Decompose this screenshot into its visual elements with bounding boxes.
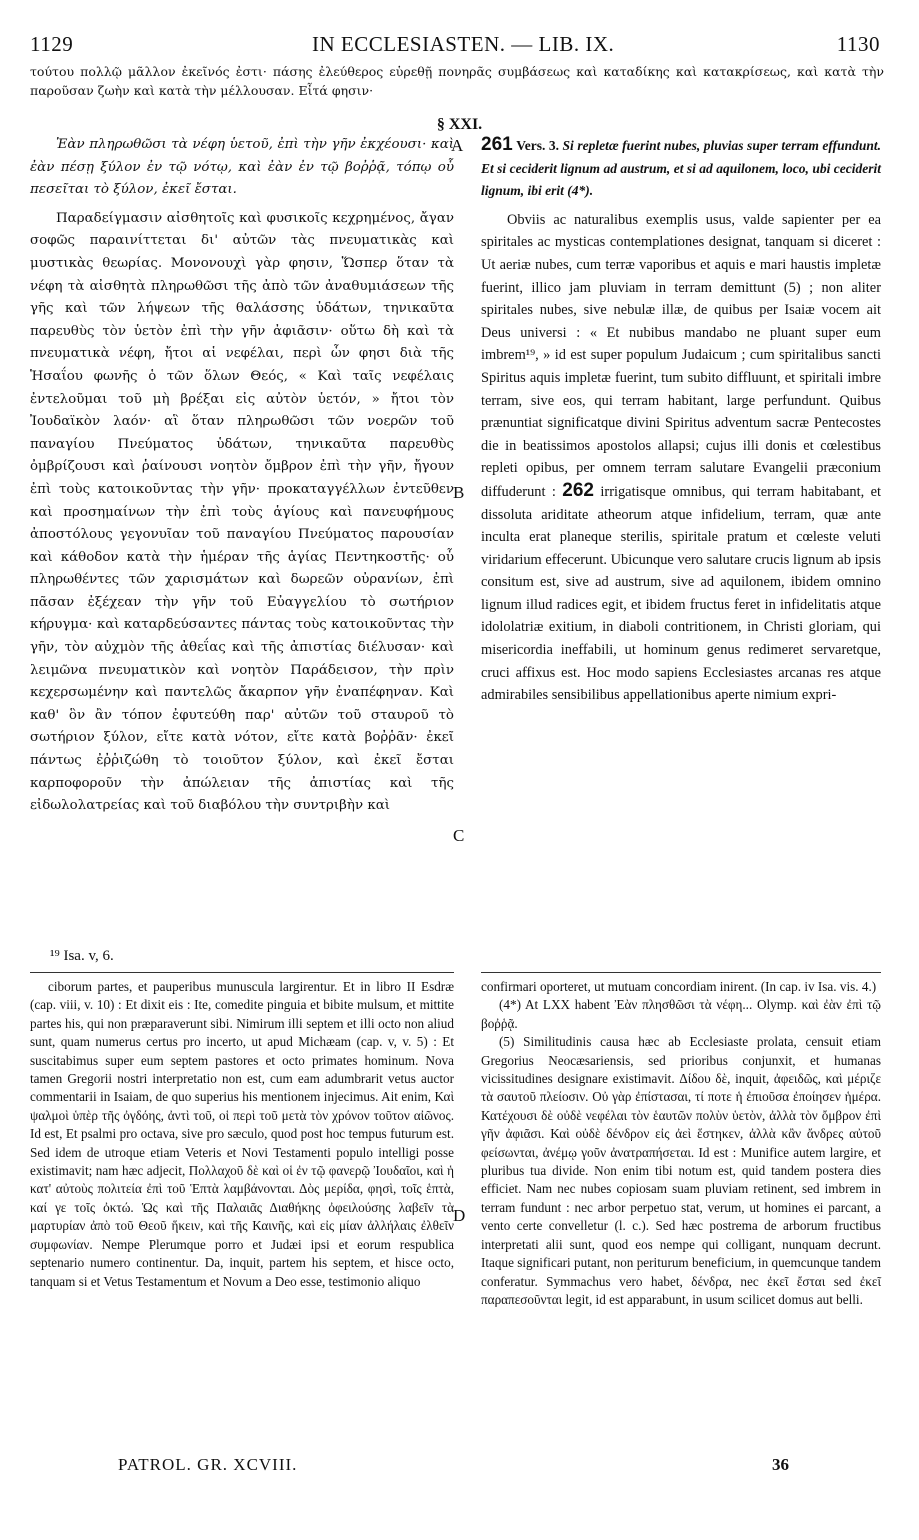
note-left-paragraph: ciborum partes, et pauperibus munuscula largirentur. Et in libro II Esdræ (cap. viii, v. 10) : Et dixit eis : Ite, comedite pinguia et bibite mulsum, et mittite partes his, qui non præparaverunt sibi. Nimirum illi septem et illi octo non aliud sunt, quam numerus certus pro incerto, ut apud Michæam (cap. v, v. 5) : Et suscitabimus super eum septem pastores et octo primates hominum. Nova tamen Gregorii nostri interpretatio non est, cum eam adumbrarit vetus auctor commentarii in Isaiam, de quo superius his mentionem injecimus. Ait enim, Καὶ ψαλμοὶ ὑπὲρ τῆς ὀγδόης, ἀντὶ τοῦ, οἱ περὶ τοῦ μετὰ τὸν χρόνον τοῦτον αἰῶνος. Id est, Et psalmi pro octava, sive pro sæculo, quod post hoc tempus futurum est. Sed idem de utroque etiam Veteris et Novi Testamenti populo intelligi posse existimavit; nam hæc adjecit, Πολλαχοῦ δὲ καὶ οἱ ἐν τῷ φανερῷ Ἰουδαῖοι, καὶ ἡ κατ' αὐτοὺς πολιτεία ἐπὶ τοῦ Ἑπτὰ λαμβάνονται. Δὸς μερίδα, φησὶ, τοῖς ἑπτὰ, καί γε τοῖς ὀκτώ. Ὡς καὶ τῆς Παλαιᾶς Διαθήκης ὀφειλούσης λαβεῖν τὰ μαρτυρίαν ἀπὸ τοῦ Θεοῦ ἥκειν, καὶ τῆς Καινῆς, καὶ εἰς μίαν ἀλλήλαις ἐλθεῖν συμφωνίαν. Nempe Plerumque porro et Judæi ipsi et eorum respublica septenario numero continentur. Da, inquit, partem his septem, et hisce octo, tanquam si et Vetus Testamentum et Novum a Deo esse, testimonio aliquo	[30, 979, 454, 1289]
margin-letter-d: D	[453, 1206, 466, 1225]
latin-body	[481, 209, 881, 707]
greek-column	[30, 134, 454, 818]
latin-verse-block	[481, 134, 881, 203]
verse-number: 261	[481, 134, 513, 155]
note-right-paragraph-3: (5) Similitudinis causa hæc ab Ecclesiaste prolata, censuit etiam Gregorius Neocæsariensis, sed prioribus conjunxit, et humanas vicissitudines designare existimavit. Δίδου δὲ, inquit, ἀφειδῶς, καὶ μέριζε τὰ σαυτοῦ πλείοσιν. Οὐ γὰρ ἐπίστασαι, τί ποτε ἡ ἐπιοῦσα ἐποίησεν ἡμέρα. Κατέχουσι δὲ οὐδὲ νεφέλαι τὸν ἑαυτῶν πολὺν ὑετὸν, ἀλλὰ τὸν ὄμβρον ἐπὶ γῆν ἀφιᾶσι. Καὶ οὐδὲ δένδρον εἰς ἀεὶ ἕστηκεν, ἀλλὰ κἂν ἄνδρες αὐτοῦ φείσωνται, ἀνέμῳ γοῦν ἀνατραπήσεται. Id est : Munifice autem largire, et pluribus tua divide. Non enim tibi notum est, quid tandem postera dies efficiet. Nam nec nubes copiosam suam pluviam retinent, sed imbrem in terram fundunt : nec arbor perpetuo stat, verum, ut homines ei parcant, a vento certe convelletur (l. c.). Sed hæc postrema de arborum fructibus interpretati alii sunt, quod eos nempe qui colligant, nunquam decrunt. Itaque significari putant, non periturum beneficium, in quemcunque tandem conferatur. Symmachus vero habet, δένδρα, nec ἐκεῖ ἔσται sed ἐκεῖ παραπεσοῦνται legit, id est apparabunt, in usum scilicet domus aut belli.	[481, 1034, 881, 1307]
intro-greek-text: τούτου πολλῷ μᾶλλον ἐκεῖνός ἐστι· πάσης ἐλεύθερος εὑρεθῇ πονηρᾶς συμβάσεως καὶ καταδίκης καὶ κατακρίσεως, καὶ κατὰ τὴν παροῦσαν ζωὴν καὶ κατὰ τὴν μέλλουσαν. Εἶτά φησιν·	[30, 64, 884, 98]
signature-mark: 36	[772, 1455, 789, 1474]
note-right-paragraph-1: confirmari oporteret, ut mutuam concordiam inirent. (In cap. iv Isa. vis. 4.)	[481, 979, 877, 994]
footnote-reference: ¹⁹ Isa. v, 6.	[50, 948, 114, 964]
page-number-left: 1129	[30, 32, 74, 56]
latin-body-part-1: Obviis ac naturalibus exemplis usus, valde sapienter per ea spiritales ac mysticas contemplationes designat, tanquam si diceret : Ut aeriæ nubes, cum terræ vaporibus et aquis e mari haustis impletæ fuerint, illico jam pluviam in terram demittunt (5) ; non aliter spiritales nubes, sive nebulæ illæ, de quibus per Isaiæ vocem ait Deus universi : « Et nubibus mandabo ne pluant super eum imbrem¹⁹, » id est super populum Judaicum ; cum spiritalibus sancti Spiritus aquis impletæ fuerint, tum subito diffluunt, et spiritali imbre terram, sive eos, qui terram habitant, large perfundunt. Quibus prænuntiat significatque divini Spiritus adventum sacræ Pentecostes die in beatissimos apostolos allapsi; cujus illi donis et cœlestibus repleti opibus, per omnem terram salutare Evangelii præconium diffuderunt :	[481, 211, 881, 500]
margin-letter-b: B	[453, 483, 465, 502]
page-header	[30, 32, 880, 58]
note-right-paragraph-2: (4*) At LXX habent Ἐὰν πλησθῶσι τὰ νέφη... Olymp. καὶ ἐὰν ἐπὶ τῷ βοῤῥᾷ.	[481, 997, 881, 1031]
divider-right	[481, 972, 881, 973]
notes-left-column	[30, 978, 454, 1291]
latin-verse: Si repletæ fuerint nubes, pluvias super terram effundunt. Et si ceciderit lignum ad austrum, et si ad aquilonem, loco, ubi ceciderit lignum, ibi erit (4*).	[481, 138, 882, 199]
notes-right-column	[481, 978, 881, 1309]
page-number-right: 1130	[836, 32, 880, 56]
margin-letter-a: A	[451, 136, 464, 155]
latin-column	[481, 134, 881, 707]
greek-verse: Ἐὰν πληρωθῶσι τὰ νέφη ὑετοῦ, ἐπὶ τὴν γῆν ἐκχέουσι· καὶ ἐὰν πέσῃ ξύλον ἐν τῷ νότῳ, καὶ ἐὰν ἐν τῷ βοῤῥᾷ, τόπῳ οὗ πεσεῖται τὸ ξύλον, ἐκεῖ ἔσται.	[30, 137, 454, 198]
divider-left	[30, 972, 454, 973]
margin-letter-c: C	[453, 826, 465, 845]
running-title: IN ECCLESIASTEN. — LIB. IX.	[312, 32, 615, 56]
patrologia-footer: PATROL. GR. XCVIII.	[118, 1455, 298, 1474]
verse-reference: Vers. 3.	[516, 138, 560, 153]
section-heading: § XXI.	[436, 116, 483, 133]
inline-section-number: 262	[562, 479, 594, 501]
greek-body: Παραδείγμασιν αἰσθητοῖς καὶ φυσικοῖς κεχρημένος, ἄγαν σοφῶς παραινίττεται δι' αὐτῶν τὰς πνευματικὰς καὶ μυστικὰς θεωρίας. Μονονουχὶ γὰρ φησιν, Ὥσπερ ὅταν τὰ νέφη τὰ αἰσθητὰ πληρωθῶσι τῆς ἀπὸ τῶν ἀναθυμιάσεων τῆς γῆς καὶ τῶν λήψεων τῆς θαλάσσης ὑδάτων, τηνικαῦτα παρευθὺς τὸν ὑετὸν ἐπὶ τὴν γῆν ἀφιᾶσιν· οὕτω δὴ καὶ τὰ πνευματικὰ νέφη, ἤτοι αἱ νεφέλαι, περὶ ὧν φησι διὰ τῆς Ἡσαΐου φωνῆς ὁ τῶν ὅλων Θεός, « Καὶ ταῖς νεφέλαις ἐντελοῦμαι τοῦ μὴ βρέξαι εἰς αὐτὸν ὑετόν, » ἤτοι τὸν Ἰουδαϊκὸν λαόν· αἳ ὅταν πληρωθῶσι τῶν νοερῶν τοῦ παναγίου Πνεύματος ὑδάτων, τηνικαῦτα παρευθὺς ὀμβρίζουσι καὶ ῥαίνουσι νοητὸν ὄμβρον ἐπὶ τὴν γῆν, ἤγουν ἐπὶ τοὺς κατοικοῦντας τὴν γῆν· προκαταγγέλλων ἐντεῦθεν καὶ προσημαίνων τὴν ἐπὶ τοὺς ἁγίους καὶ πανευφήμους ἀποστόλους γεγονυῖαν τοῦ παναγίου Πνεύματος παρουσίαν καὶ κάθοδον κατὰ τὴν ἡμέραν τῆς ἁγίας Πεντηκοστῆς· οὗ πληρωθέντες τῶν χαρισμάτων καὶ δωρεῶν οὐρανίων, ἐπὶ πᾶσαν ἐξέχεαν τὴν γῆν τοῦ Εὐαγγελίου τὸ σωτήριον κήρυγμα· καὶ καταρδεύσαντες πάντας τοὺς κατοικοῦντας τὴν γῆν, τὸν αὐχμὸν τῆς ἀθεΐας καὶ τῆς ἀπιστίας διέλυσαν· καὶ λειμῶνα πνευματικὸν καὶ νοητὸν Παράδεισον, τὴν πρὶν κεχερσωμένην καὶ παντελῶς ἄκαρπον γῆν ἐναπέφηναν. Καὶ καθ' ὃν ἂν τόπον ἐφυτεύθη παρ' αὐτῶν τοῦ σταυροῦ τὸ σωτήριον ξύλον, εἴτε κατὰ νότον, εἴτε κατὰ βοῤῥᾶν· ἐκεῖ πάντως ἐῤῥιζώθη τὸ τοιοῦτον ξύλον, καὶ ἐκεῖ ἔσται καρποφοροῦν τὴν ἀπώλειαν τῆς ἀπιστίας καὶ τῆς εἰδωλολατρείας καὶ τοῦ διαβόλου τὴν συντριβὴν καὶ	[30, 210, 454, 814]
latin-body-part-2: irrigatisque omnibus, qui terram habitabant, et dissoluta ariditate atheorum atque infidelium, terram, quæ ante inculta erat planeque sterilis, spiritale pratum et cœleste veluti viridarium effecerunt. Ubicunque vero salutare crucis lignum ab ipsis consitum est, sive ad austrum, sive ad aquilonem, ibidem omnino lignum illud radices egit, et ibidem fructus feret in infidelitatis atque idololatriæ exitium, in diaboli contritionem, in Christi gloriam, qui misericordia ineffabili, ut hominum genus redimeret servaretque, cruci affixus est. Hoc modo sapiens Ecclesiastes arcanas res atque admirabiles sensibilibus appellationibus aperte nimium expri-	[481, 483, 881, 704]
